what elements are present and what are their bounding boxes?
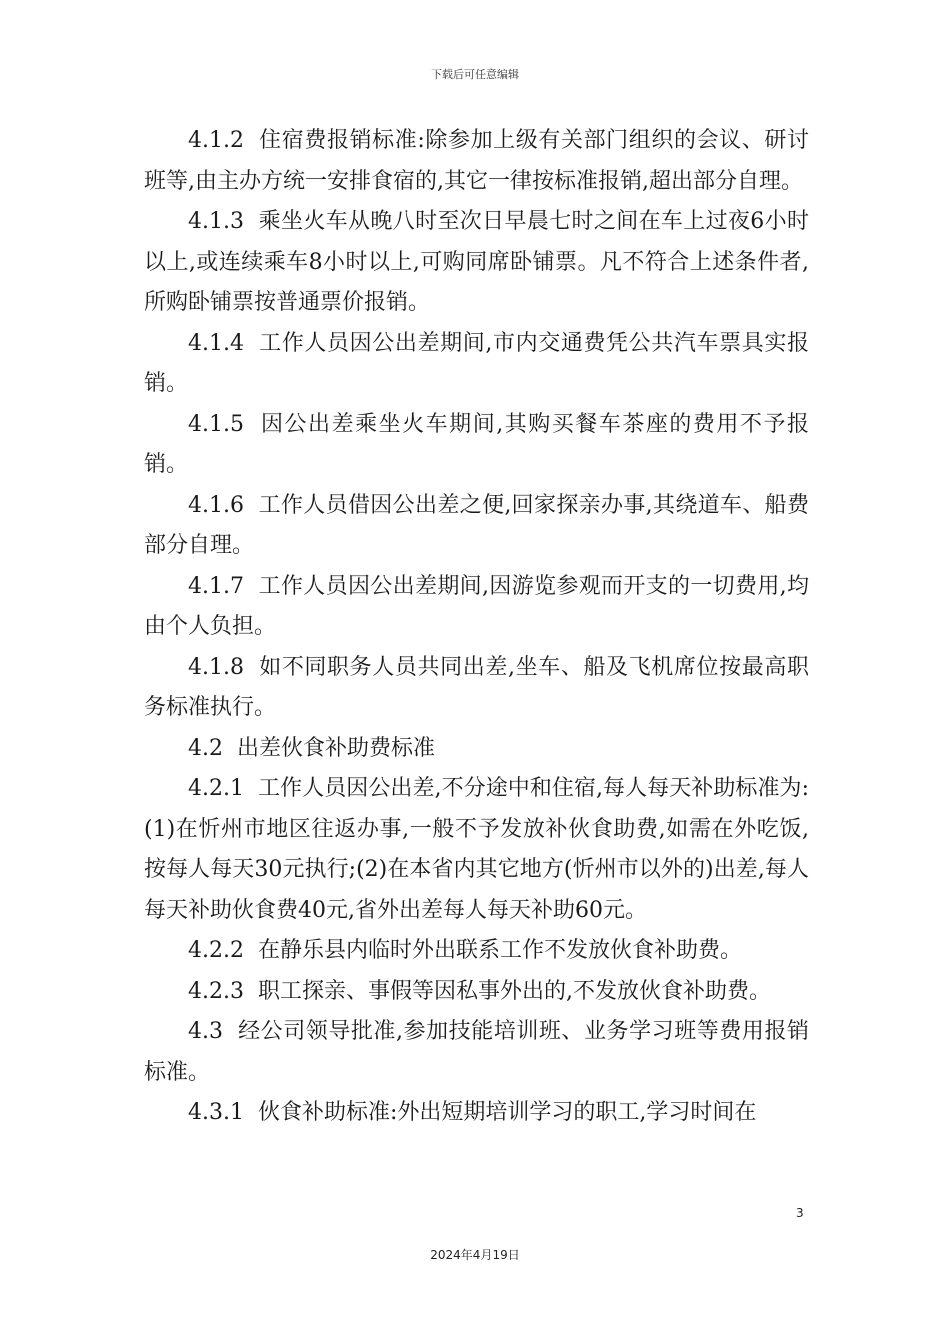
paragraph-4-2-3: 4.2.3 职工探亲、事假等因私事外出的,不发放伙食补助费。 — [188, 978, 771, 1004]
footer-date: 2024年4月19日 — [430, 1248, 520, 1262]
paragraph-4-1-6: 4.1.6 工作人员借因公出差之便,回家探亲办事,其绕道车、船费部分自理。 — [144, 492, 809, 558]
paragraph-4-1-3: 4.1.3 乘坐火车从晚八时至次日早晨七时之间在车上过夜6小时以上,或连续乘车8小时以上,可购同席卧铺票。凡不符合上述条件者,所购卧铺票按普通票价报销。 — [144, 209, 809, 315]
paragraph-4-1-8: 4.1.8 如不同职务人员共同出差,坐车、船及飞机席位按最高职务标准执行。 — [144, 654, 809, 720]
paragraph-4-2-2: 4.2.2 在静乐县内临时外出联系工作不发放伙食补助费。 — [188, 938, 742, 963]
paragraph-4-1-7: 4.1.7 工作人员因公出差期间,因游览参观而开支的一切费用,均由个人负担。 — [144, 573, 809, 639]
section-heading-4-2: 4.2 出差伙食补助费标准 — [188, 735, 435, 761]
paragraph-4-3: 4.3 经公司领导批准,参加技能培训班、业务学习班等费用报销标准。 — [144, 1019, 809, 1085]
page-header: 下载后可任意编辑 — [431, 68, 519, 81]
paragraph-4-1-4: 4.1.4 工作人员因公出差期间,市内交通费凭公共汽车票具实报销。 — [144, 330, 809, 396]
page-number: 3 — [796, 1206, 804, 1220]
paragraph-4-1-2: 4.1.2 住宿费报销标准:除参加上级有关部门组织的会议、研讨班等,由主办方统一安排食宿的,其它一律按标准报销,超出部分自理。 — [144, 128, 809, 194]
paragraph-4-2-1: 4.2.1 工作人员因公出差,不分途中和住宿,每人每天补助标准为:(1)在忻州市地区往返办事,一般不予发放补伙食助费,如需在外吃饭,按每人每天30元执行;(2)在本省内其它地方(忻州市以外的)出差,每人每天补助伙食费40元,省外出差每人每天补助60元。 — [144, 776, 809, 923]
paragraph-4-3-1: 4.3.1 伙食补助标准:外出短期培训学习的职工,学习时间在 — [188, 1100, 757, 1125]
document-body — [144, 121, 809, 1134]
paragraph-4-1-5: 4.1.5 因公出差乘坐火车期间,其购买餐车茶座的费用不予报销。 — [144, 411, 809, 477]
